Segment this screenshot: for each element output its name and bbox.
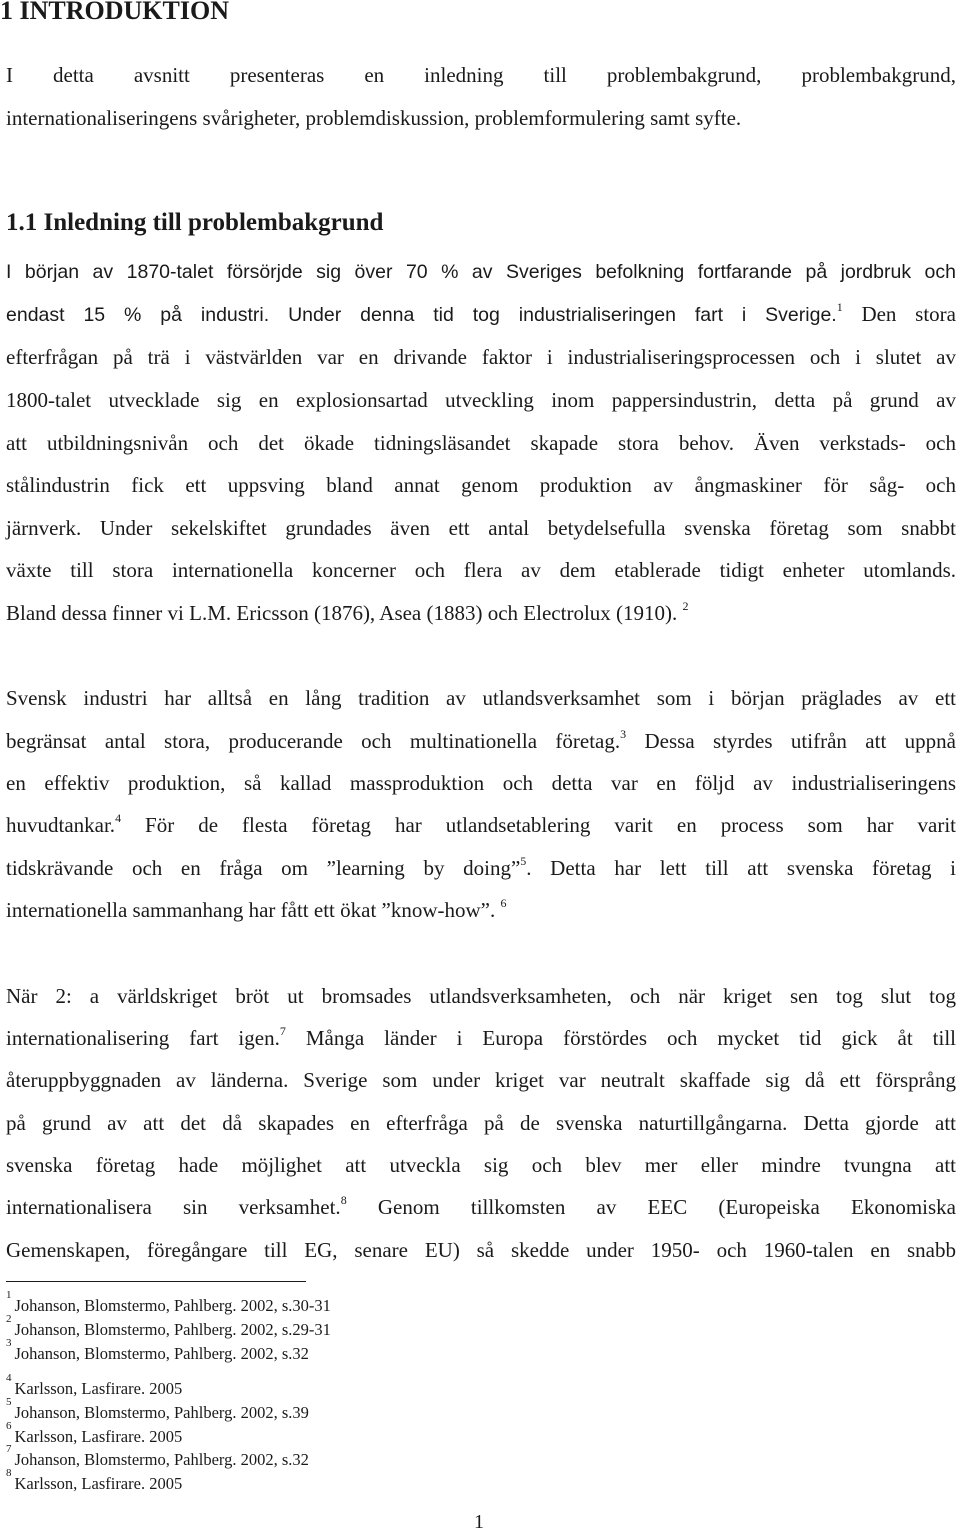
footnote-ref-8: 8 (340, 1193, 347, 1207)
footnote-number: 8 (6, 1467, 12, 1479)
para2-line-5 (6, 854, 956, 882)
chapter-heading: 1 INTRODUKTION (0, 0, 229, 25)
footnote-number: 6 (6, 1420, 12, 1432)
footnote-2 (6, 1313, 331, 1341)
para2-line-4-text: huvudtankar. (6, 813, 116, 837)
footnote-8 (6, 1467, 183, 1495)
para3-line-6 (6, 1193, 956, 1221)
para3-line-6-tail: Genom tillkomsten av EEC (Europeiska Ekonomiska (346, 1195, 956, 1219)
footnote-text: Karlsson, Lasfirare. 2005 (14, 1379, 183, 1398)
para1-line-9-text: Bland dessa finner vi L.M. Ericsson (1876), Asea (1883) och Electrolux (1910). (6, 601, 678, 625)
footnote-number: 2 (6, 1313, 12, 1325)
para1-line-4: 1800-talet utvecklade sig en explosionsartad utveckling inom pappersindustrin, detta på grund av (6, 388, 956, 412)
footnote-ref-3: 3 (620, 727, 627, 741)
page-number: 1 (474, 1511, 484, 1533)
para1-line-2-tail: Den stora (842, 302, 956, 326)
footnote-number: 4 (6, 1372, 12, 1384)
footnote-text: Karlsson, Lasfirare. 2005 (14, 1474, 183, 1493)
para2-line-1: Svensk industri har alltså en lång tradition av utlandsverksamhet som i början präglades av ett (6, 686, 956, 710)
footnote-ref-4: 4 (115, 811, 122, 825)
para1-line-6: stålindustrin fick ett uppsving bland annat genom produktion av ångmaskiner för såg- och (6, 473, 956, 497)
para1-line-2-text: endast 15 % på industri. Under denna tid tog industrialiseringen fart i Sverige. (6, 304, 837, 326)
footnote-text: Johanson, Blomstermo, Pahlberg. 2002, s.30-31 (14, 1296, 331, 1315)
para2-line-3: en effektiv produktion, så kallad massproduktion och detta var en följd av industrialiseringens (6, 771, 956, 795)
para2-line-6-text: internationella sammanhang har fått ett ökat ”know-how”. (6, 898, 496, 922)
para1-line-9 (6, 599, 956, 627)
footnote-6 (6, 1420, 183, 1448)
para2-line-2-tail: Dessa styrdes utifrån att uppnå (626, 729, 956, 753)
footnote-3 (6, 1337, 309, 1365)
para2-line-6 (6, 896, 956, 924)
para1-line-8: växte till stora internationella koncerner och flera av dem etablerade tidigt enheter utomlands. (6, 558, 956, 582)
footnote-7 (6, 1443, 309, 1471)
footnote-1 (6, 1289, 331, 1317)
para2-line-5-tail: . Detta har lett till att svenska företag i (526, 856, 956, 880)
para1-line-5: att utbildningsnivån och det ökade tidningsläsandet skapade stora behov. Även verkstads- och (6, 431, 956, 455)
footnote-ref-2: 2 (682, 599, 689, 613)
footnote-number: 7 (6, 1443, 12, 1455)
section-heading: 1.1 Inledning till problembakgrund (6, 209, 384, 236)
para3-line-2 (6, 1024, 956, 1052)
para3-line-6-text: internationalisera sin verksamhet. (6, 1195, 341, 1219)
footnote-text: Johanson, Blomstermo, Pahlberg. 2002, s.32 (14, 1344, 309, 1363)
para3-line-1: När 2: a världskriget bröt ut bromsades utlandsverksamheten, och när kriget sen tog slut tog (6, 984, 956, 1008)
para3-line-4: på grund av att det då skapades en efterfråga på de svenska naturtillgångarna. Detta gjorde att (6, 1111, 956, 1135)
para2-line-2 (6, 727, 956, 755)
footnote-5 (6, 1396, 309, 1424)
para2-line-4-tail: För de flesta företag har utlandsetablering varit en process som har varit (121, 813, 956, 837)
para1-line-3: efterfrågan på trä i västvärlden var en drivande faktor i industrialiseringsprocessen och i slutet av (6, 345, 956, 369)
footnote-text: Johanson, Blomstermo, Pahlberg. 2002, s.29-31 (14, 1320, 331, 1339)
footnote-4 (6, 1372, 183, 1400)
footnote-ref-6: 6 (500, 896, 507, 910)
intro-line-1: I detta avsnitt presenteras en inledning till problembakgrund, problembakgrund, (6, 63, 956, 87)
para3-line-3: återuppbyggnaden av länderna. Sverige som under kriget var neutralt skaffade sig då ett försprång (6, 1068, 956, 1092)
footnote-ref-1: 1 (836, 300, 843, 314)
footnote-ref-7: 7 (279, 1024, 286, 1038)
para3-line-2-tail: Många länder i Europa förstördes och mycket tid gick åt till (285, 1026, 956, 1050)
footnote-number: 1 (6, 1289, 12, 1301)
para1-line-2 (6, 300, 956, 329)
intro-line-2: internationaliseringens svårigheter, problemdiskussion, problemformulering samt syfte. (6, 106, 742, 130)
para1-line-1: I början av 1870-talet försörjde sig över 70 % av Sveriges befolkning fortfarande på jordbruk och (6, 261, 956, 283)
para3-line-5: svenska företag hade möjlighet att utveckla sig och blev mer eller mindre tvungna att (6, 1153, 956, 1177)
para3-line-7: Gemenskapen, föregångare till EG, senare EU) så skedde under 1950- och 1960-talen en snabb (6, 1238, 956, 1262)
footnote-separator (6, 1281, 306, 1282)
para1-line-7: järnverk. Under sekelskiftet grundades även ett antal betydelsefulla svenska företag som snabbt (6, 516, 956, 540)
para2-line-4 (6, 811, 956, 839)
footnote-text: Karlsson, Lasfirare. 2005 (14, 1427, 183, 1446)
para2-line-5-text: tidskrävande och en fråga om ”learning by doing” (6, 856, 521, 880)
footnote-number: 5 (6, 1396, 12, 1408)
footnote-ref-5: 5 (520, 854, 527, 868)
footnote-text: Johanson, Blomstermo, Pahlberg. 2002, s.32 (14, 1450, 309, 1469)
para3-line-2-text: internationalisering fart igen. (6, 1026, 280, 1050)
footnote-text: Johanson, Blomstermo, Pahlberg. 2002, s.39 (14, 1403, 309, 1422)
para2-line-2-text: begränsat antal stora, producerande och multinationella företag. (6, 729, 621, 753)
footnote-number: 3 (6, 1337, 12, 1349)
